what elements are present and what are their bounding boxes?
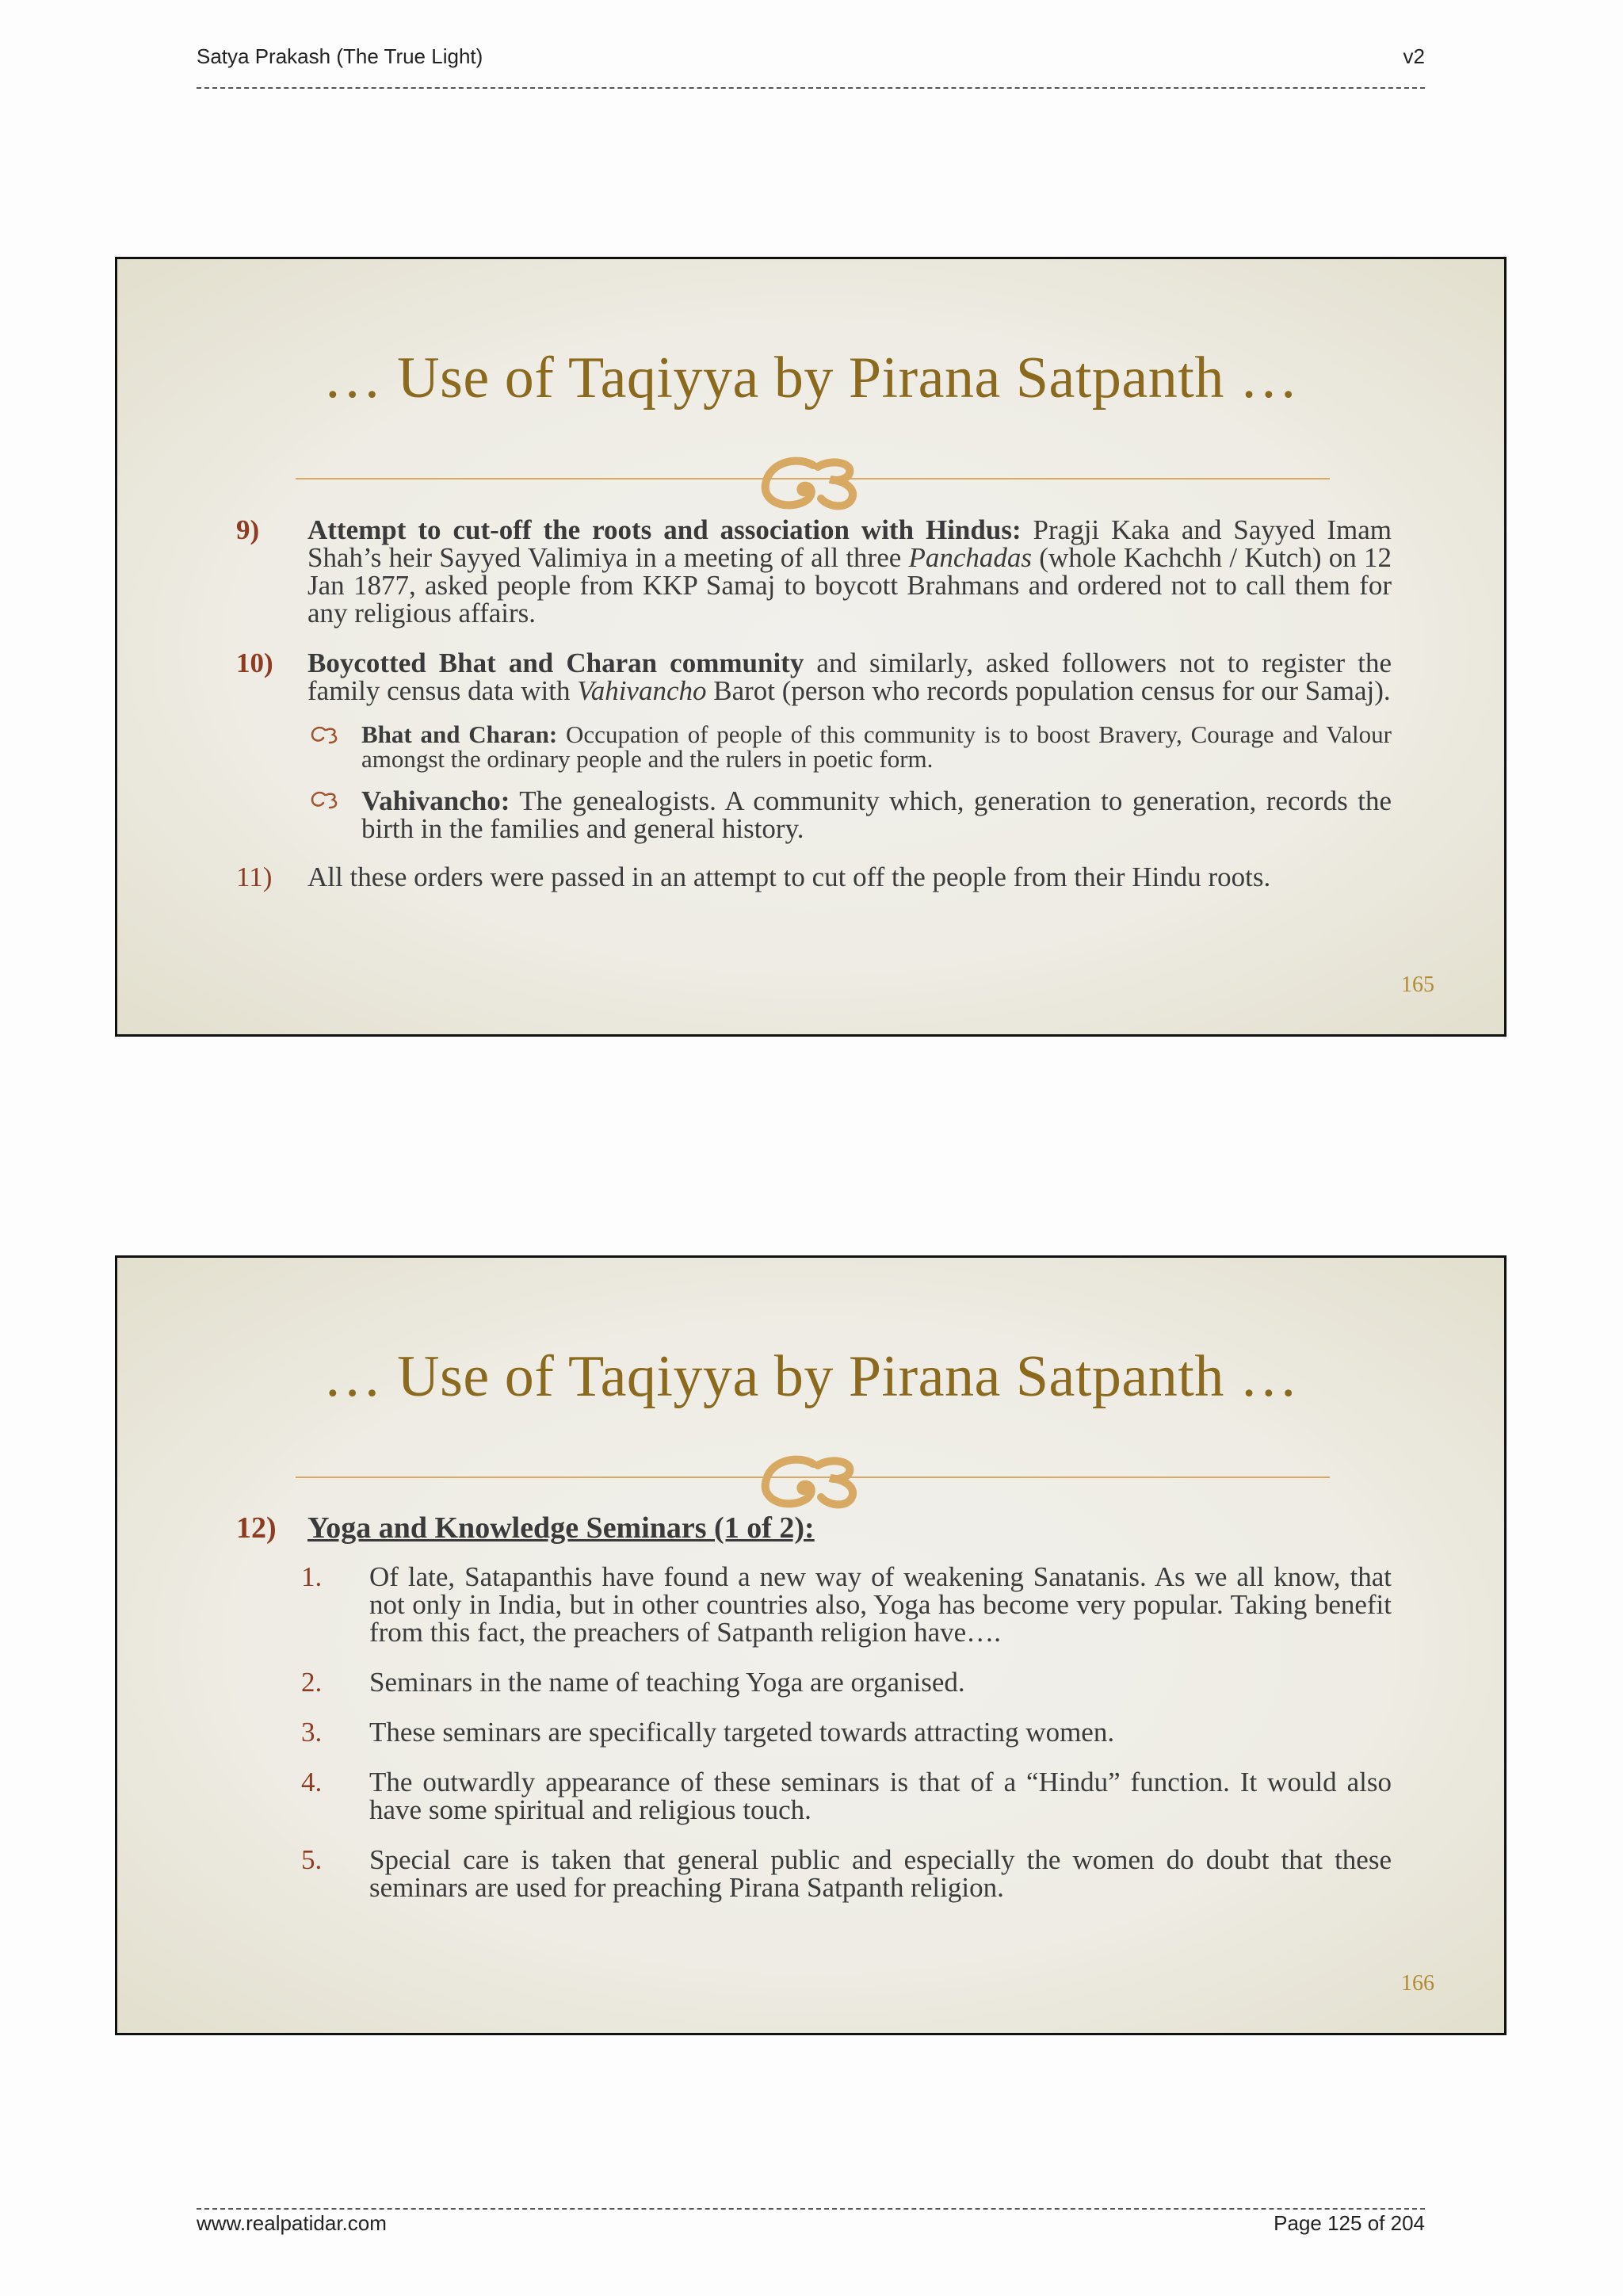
- sub-item-body: Occupation of people of this community is to boost Bravery, Courage and Valour amongst the ordinary people and the rulers in poetic form.: [361, 720, 1392, 773]
- slide-title: … Use of Taqiyya by Pirana Satpanth …: [323, 1344, 1299, 1409]
- item-number: 2.: [301, 1667, 323, 1698]
- footer-divider: [197, 2208, 1425, 2210]
- numbered-item: [236, 1563, 1507, 1646]
- numbered-item: [236, 1718, 1507, 1746]
- item-italic: Vahivancho: [577, 675, 707, 706]
- numbered-item: [236, 1846, 1507, 1901]
- numbered-item: [236, 1768, 1507, 1824]
- item-text: These seminars are specifically targeted towards attracting women.: [369, 1717, 1115, 1748]
- slide-165: [115, 257, 1507, 1037]
- flourish-ornament-icon: [751, 1453, 870, 1511]
- slide-page-number: 166: [1401, 1971, 1434, 1996]
- slide-page-number: 165: [1401, 972, 1434, 997]
- section-heading-text: Yoga and Knowledge Seminars (1 of 2):: [307, 1511, 815, 1545]
- document-version: v2: [1403, 44, 1425, 68]
- sub-item-text: [361, 787, 1392, 842]
- flourish-ornament-icon: [751, 454, 870, 513]
- item-text: [307, 649, 1392, 705]
- item-heading: Boycotted Bhat and Charan community: [307, 648, 804, 678]
- item-text-b: (whole Kachchh / Kutch) on 12 Jan 1877, asked people from KKP Samaj to boycott Brahmans and ordered not to call them for any religious affairs.: [307, 542, 1392, 628]
- item-text: Seminars in the name of teaching Yoga are organised.: [369, 1667, 965, 1698]
- sub-item-body: The genealogists. A community which, generation to generation, records the birth in the families and general history.: [361, 785, 1392, 844]
- document-title: Satya Prakash (The True Light): [197, 44, 483, 68]
- flourish-bullet-icon: [309, 790, 341, 811]
- item-number: 11): [236, 861, 273, 892]
- item-heading: Attempt to cut-off the roots and association with Hindus:: [307, 514, 1022, 545]
- slide-title: … Use of Taqiyya by Pirana Satpanth …: [323, 346, 1299, 411]
- list-item: [236, 863, 1507, 891]
- item-text-b: Barot (person who records population census for our Samaj).: [706, 675, 1391, 706]
- item-number: 4.: [301, 1767, 323, 1797]
- website-link[interactable]: www.realpatidar.com: [197, 2211, 387, 2235]
- item-number: 10): [236, 648, 273, 678]
- item-number: 3.: [301, 1717, 323, 1748]
- item-text-a: Pragji Kaka and Sayyed Imam Shah’s heir Sayyed Valimiya in a meeting of all three: [307, 514, 1392, 573]
- list-item: [236, 649, 1507, 705]
- sub-item: [236, 722, 1507, 771]
- item-text: Special care is taken that general public and especially the women do doubt that these seminars are used for preaching Pirana Satpanth religion.: [369, 1844, 1392, 1903]
- item-text: The outwardly appearance of these seminars is that of a “Hindu” function. It would also have some spiritual and religious touch.: [369, 1767, 1392, 1825]
- sub-item-text: [361, 722, 1392, 771]
- slide-body: [236, 516, 1507, 913]
- item-number: 1.: [301, 1561, 323, 1592]
- item-number: 12): [236, 1511, 277, 1545]
- item-text: [307, 516, 1392, 627]
- item-number: 9): [236, 514, 260, 545]
- page-counter: Page 125 of 204: [1274, 2211, 1425, 2235]
- sub-item: [236, 787, 1507, 842]
- flourish-bullet-icon: [309, 725, 341, 746]
- list-item: [236, 516, 1507, 627]
- header-divider: [197, 87, 1425, 89]
- numbered-item: [236, 1668, 1507, 1696]
- sub-item-heading: Vahivancho:: [361, 785, 510, 816]
- section-heading: [236, 1511, 1507, 1545]
- item-text-a: and similarly, asked followers not to register the family census data with: [307, 648, 1392, 706]
- item-italic: Panchadas: [908, 542, 1033, 573]
- slide-body: [236, 1511, 1507, 1924]
- item-number: 5.: [301, 1844, 323, 1875]
- item-text: Of late, Satapanthis have found a new way of weakening Sanatanis. As we all know, that not only in India, but in other countries also, Yoga has become very popular. Taking benefit from this fact, the preachers of Satpanth religion have….: [369, 1561, 1392, 1648]
- slide-166: [115, 1255, 1507, 2035]
- item-text: All these orders were passed in an attempt to cut off the people from their Hindu roots.: [307, 861, 1271, 892]
- sub-item-heading: Bhat and Charan:: [361, 720, 558, 748]
